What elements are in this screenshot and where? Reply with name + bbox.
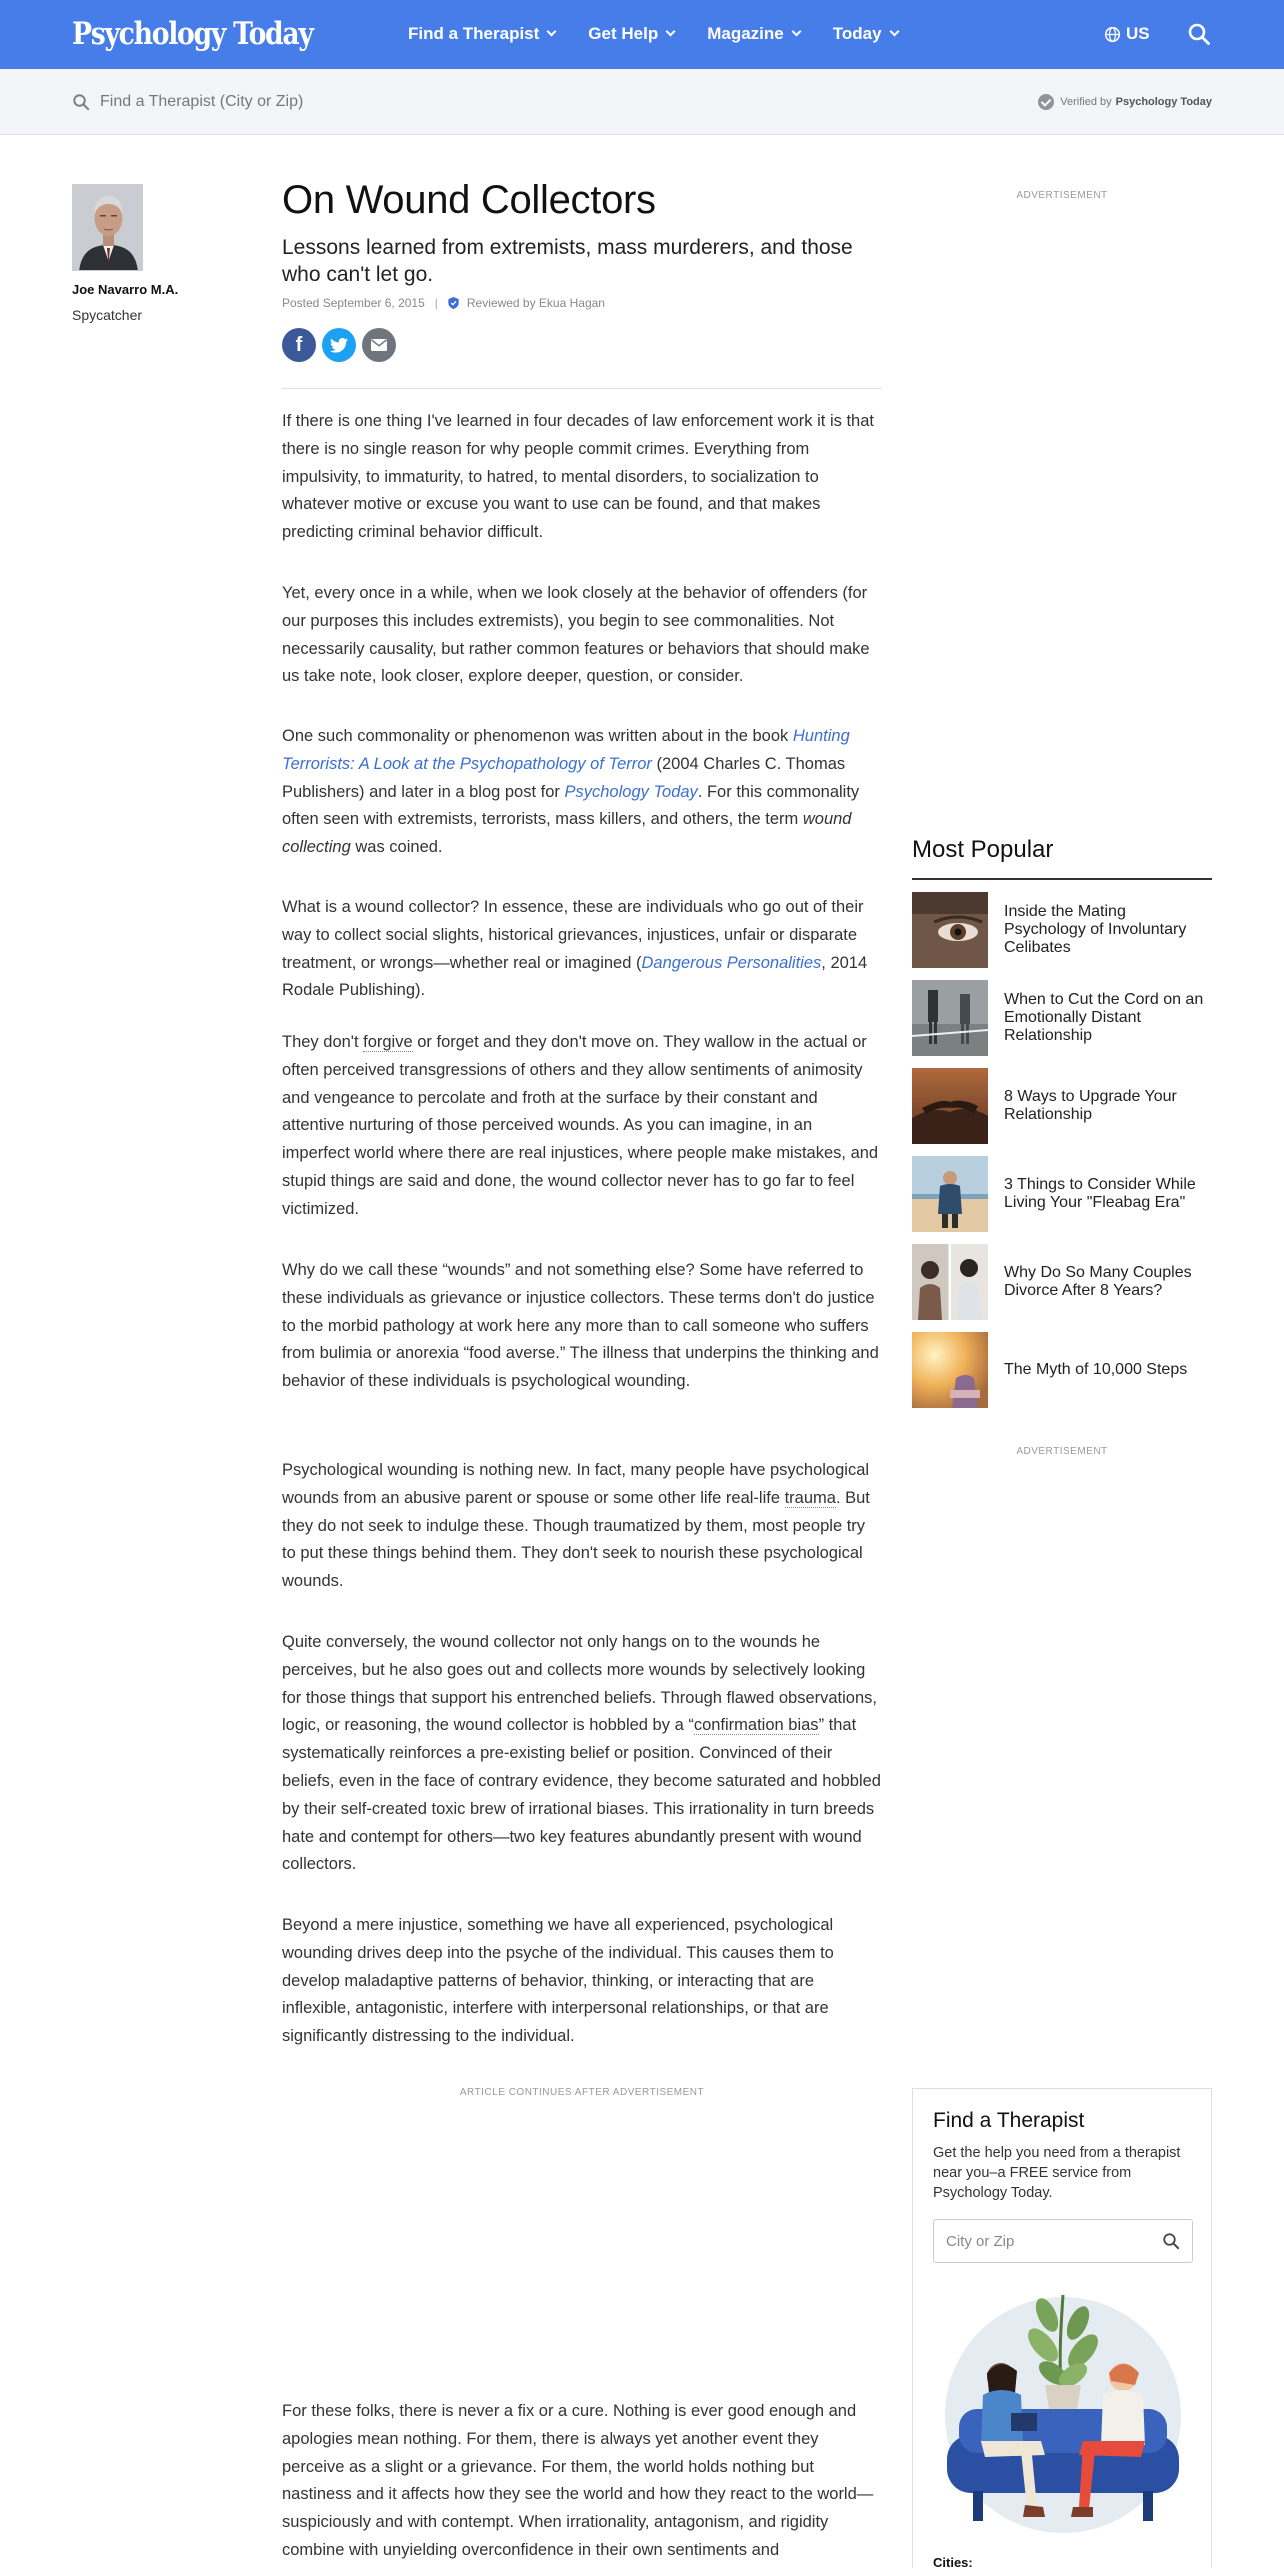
find-therapist-heading: Find a Therapist [933,2109,1085,2132]
find-therapist-description: Get the help you need from a therapist near you–a FREE service from Psychology Today. [933,2145,1181,2201]
nav-label: Today [832,24,882,43]
therapist-location-input[interactable] [100,88,500,116]
nav-magazine[interactable] [707,24,800,44]
globe-icon [1104,26,1121,43]
article-continues-label: ARTICLE CONTINUES AFTER ADVERTISEMENT [459,2087,705,2098]
chevron-down-icon [889,27,899,37]
check-circle-icon [1038,94,1054,110]
twitter-share-button[interactable] [322,328,356,362]
email-share-button[interactable] [362,328,396,362]
emphasis-term: wound collecting [282,810,852,857]
meta-separator: | [434,296,438,310]
text: . For this commonality often seen with extremists, terrorists, mass killers, and others, the term [282,782,860,829]
article-thumbnail [912,1156,988,1232]
author-photo[interactable] [72,184,143,271]
article-paragraph [282,894,882,1005]
most-popular-item[interactable] [912,1244,1212,1320]
article-thumbnail [912,1244,988,1320]
most-popular-item[interactable] [912,892,1212,968]
article-thumbnail [912,980,988,1056]
nav-get-help[interactable] [588,24,674,44]
glossary-term-forgive[interactable]: forgive [363,1033,413,1051]
nav-find-a-therapist[interactable] [408,24,555,44]
advertisement-label: ADVERTISEMENT [1016,1446,1108,1457]
article-paragraph [282,1457,882,1596]
text: Quite conversely, the wound collector not only hangs on to the wounds he perceives, but he also goes out and collects more wounds by selectively looking for those things that support his entrenched beliefs. Through flawed observations, logic, or reasoning, the wound collector is hobbled by a “ [282,1633,877,1735]
article-paragraph [282,1029,882,1224]
verified-badge [1038,94,1212,110]
author-name[interactable]: Joe Navarro M.A. [72,282,179,297]
article-thumbnail [912,1068,988,1144]
region-selector[interactable] [1104,24,1150,44]
shield-check-icon [448,297,459,309]
verified-brand: Psychology Today [1115,96,1212,108]
article-paragraph: Yet, every once in a while, when we look closely at the behavior of offenders (for our purposes this includes extremists), you begin to see commonalities. Not necessarily causality, but rather common features or behaviors that should make us take note, look closer, explore deeper, question, or consider. [282,584,870,686]
most-popular-item[interactable] [912,1156,1212,1232]
text: ” that systematically reinforces a pre-existing belief or position. Convinced of their beliefs, even in the face of contrary evidence, they become saturated and hobbled by their self-created toxic brew of irrational biases. This irrationality in turn breeds hate and contempt for others—two key features abundantly present with wound collectors. [282,1716,881,1874]
article-thumbnail [912,1332,988,1408]
most-popular-title: Why Do So Many Couples Divorce After 8 Years? [1004,1264,1192,1299]
find-therapist-search [933,2219,1193,2263]
most-popular-divider [912,878,1212,880]
posted-date: Posted September 6, 2015 [282,296,425,310]
envelope-icon [371,339,387,351]
text: was coined. [350,838,443,857]
article-paragraph: Why do we call these “wounds” and not something else? Some have referred to these individuals as grievance or injustice collectors. These terms don't do justice to the morbid pathology at work here any more than to call someone who suffers from bulimia or anorexia “food averse.” The illness that underpins the thinking and behavior of these individuals is psychological wounding. [282,1261,879,1391]
most-popular-title: Inside the Mating Psychology of Involuntary Celibates [1004,903,1187,956]
author-blog-name[interactable]: Spycatcher [72,307,143,323]
article-paragraph [282,723,882,862]
text: One such commonality or phenomenon was written about in the book [282,727,793,745]
header-search-button[interactable] [1187,22,1211,51]
search-icon[interactable] [1162,2232,1180,2250]
most-popular-item[interactable] [912,1332,1212,1408]
cities-heading: Cities: [933,2555,973,2568]
top-navigation-bar [0,0,1284,69]
facebook-icon: f [295,333,303,356]
therapy-session-illustration [933,2285,1193,2545]
glossary-term-confirmation-bias[interactable]: confirmation bias [693,1716,819,1735]
site-logo[interactable]: Psychology Today [72,16,313,52]
most-popular-item[interactable] [912,1068,1212,1144]
text: They don't [282,1033,364,1051]
book-link-dangerous-personalities[interactable]: Dangerous Personalities [641,953,822,972]
text: (2004 Charles C. Thomas Publishers) and later in a blog post for [282,754,846,801]
nav-label: Get Help [588,24,659,43]
chevron-down-icon [547,27,557,37]
article-title: On Wound Collectors [282,178,656,222]
share-buttons [282,328,402,362]
text: or forget and they don't move on. They wallow in the actual or often perceived transgressions of others and they allow sentiments of animosity and vengeance to percolate and froth at the surface by their constant and attentive nurturing of those perceived wounds. As you can imagine, in an imperfect world where there are real injustices, where people make mistakes, and stupid things are said and done, the wound collector never has to go far to feel victimized. [282,1033,879,1218]
city-zip-input[interactable] [946,2230,1146,2252]
search-icon [72,93,90,111]
text: , 2014 Rodale Publishing). [282,953,868,1000]
text: What is a wound collector? In essence, these are individuals who go out of their way to collect social slights, historical grievances, injustices, unfair or disparate treatment, or wrongs—whether real or imagined ( [282,898,864,972]
psychology-today-link[interactable]: Psychology Today [564,782,698,801]
most-popular-title: When to Cut the Cord on an Emotionally Distant Relationship [1004,991,1204,1044]
article-paragraph: Beyond a mere injustice, something we have all experienced, psychological wounding drives deep into the psyche of the individual. This causes them to develop maladaptive patterns of behavior, thinking, or interacting that are inflexible, antagonistic, interfere with interpersonal relationships, or that are significantly distressing to the individual. [282,1916,834,2046]
article-thumbnail [912,892,988,968]
most-popular-title: 8 Ways to Upgrade Your Relationship [1004,1088,1177,1123]
find-therapist-widget [912,2088,1212,2568]
article-paragraph [282,1629,882,1879]
most-popular-item[interactable] [912,980,1212,1056]
facebook-share-button[interactable] [282,328,316,362]
reviewed-by[interactable]: Reviewed by Ekua Hagan [466,296,605,310]
article-header-divider [282,388,882,389]
text: . But they do not seek to indulge these. Though traumatized by them, most people try to put these things behind them. They don't seek to nourish these psychological wounds. [282,1488,870,1591]
most-popular-title: 3 Things to Consider While Living Your "Fleabag Era" [1004,1176,1196,1211]
text: Psychological wounding is nothing new. In fact, many people have psychological wounds from an abusive parent or spouse or some other life real-life [282,1461,870,1507]
glossary-term-trauma[interactable]: trauma [784,1488,836,1507]
article-subtitle: Lessons learned from extremists, mass murderers, and those who can't let go. [282,236,853,286]
article-meta [282,296,605,310]
twitter-icon [330,338,348,353]
most-popular-title: The Myth of 10,000 Steps [1004,1361,1188,1378]
article-paragraph: For these folks, there is never a fix or a cure. Nothing is ever good enough and apologies mean nothing. For them, there is always yet another event they perceive as a slight or a grievance. For them, the world holds nothing but nastiness and it affects how they see the world and how they react to the world—suspiciously and with contempt. When irrationality, antagonism, and rigidity combine with unyielding overconfidence in their own sentiments and [282,2402,874,2559]
verified-prefix: Verified by [1060,96,1112,108]
nav-label: Magazine [707,24,784,43]
author-portrait-image [73,185,143,271]
chevron-down-icon [791,27,801,37]
advertisement-label: ADVERTISEMENT [1016,190,1108,201]
main-nav [408,24,931,44]
region-label: US [1126,24,1150,43]
most-popular-heading: Most Popular [912,836,1054,863]
nav-label: Find a Therapist [408,24,540,43]
search-icon [1187,22,1211,46]
nav-today[interactable] [833,24,898,44]
chevron-down-icon [666,27,676,37]
therapist-search-bar [0,69,1284,135]
book-link-hunting-terrorists[interactable]: Hunting Terrorists: A Look at the Psychopathology of Terror [282,727,850,773]
article-paragraph: If there is one thing I've learned in four decades of law enforcement work it is that there is no single reason for why people commit crimes. Everything from impulsivity, to immaturity, to hatred, to mental disorders, to socialization to whatever motive or excuse you want to use can be found, and that makes predicting criminal behavior difficult. [282,412,874,542]
